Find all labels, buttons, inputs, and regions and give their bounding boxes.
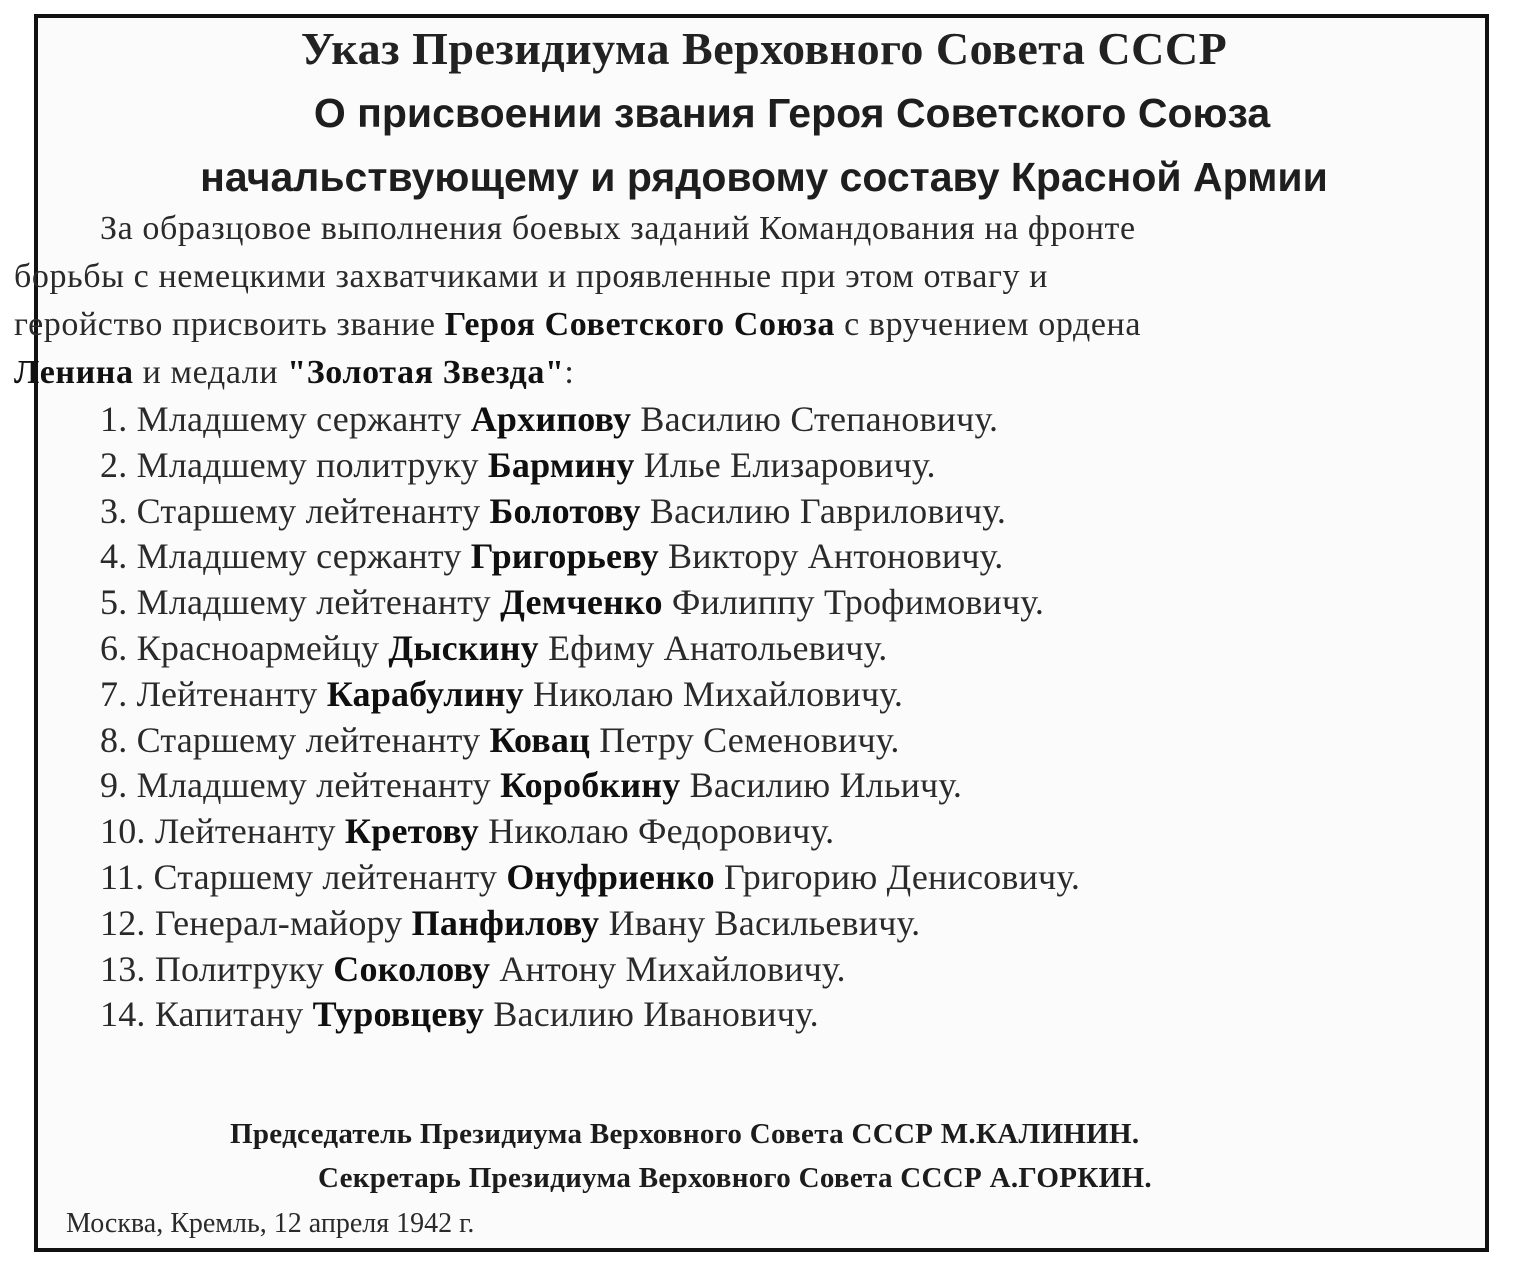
awardee-surname: Бармину [487, 444, 635, 485]
awardee-surname: Дыскину [388, 627, 539, 668]
preamble-text: геройство присвоить звание [14, 306, 445, 343]
awardee-rank: Красноармейцу [136, 627, 380, 668]
preamble-hero-title: Героя Советского Союза [444, 306, 836, 343]
awardee-name: Василию Ивановичу. [493, 994, 819, 1035]
awardee-number: 13. [100, 948, 146, 989]
preamble-text: с вручением ордена [835, 306, 1142, 343]
list-item [100, 535, 1080, 581]
awardee-rank: Старшему лейтенанту [153, 856, 498, 897]
awardee-rank: Младшему лейтенанту [136, 765, 491, 806]
preamble-medal-name: "Золотая Звезда" [287, 354, 565, 391]
preamble-line4 [14, 354, 574, 392]
awardee-surname: Карабулину [326, 673, 524, 714]
awardee-surname: Ковац [489, 719, 591, 760]
awardee-number: 4. [100, 536, 128, 577]
awardee-name: Николаю Федоровичу. [488, 811, 835, 852]
awardee-rank: Младшему лейтенанту [136, 582, 491, 623]
awardee-surname: Кретову [344, 811, 479, 852]
list-item [100, 719, 1080, 765]
awardee-name: Петру Семеновичу. [599, 719, 900, 760]
signature-chairman: Председатель Президиума Верховного Совета СССР М.КАЛИНИН. [230, 1118, 1140, 1150]
awardee-name: Филиппу Трофимовичу. [671, 582, 1045, 623]
awardee-surname: Архипову [470, 399, 632, 439]
list-item [100, 948, 1080, 994]
awardee-number: 1. [100, 399, 128, 439]
awardee-number: 8. [100, 719, 128, 760]
awardee-name: Илье Елизаровичу. [643, 444, 936, 485]
awardee-name: Виктору Антоновичу. [668, 536, 1004, 577]
decree-title: Указ Президиума Верховного Совета СССР [300, 23, 1228, 74]
list-item [100, 581, 1080, 627]
awardee-number: 7. [100, 673, 128, 714]
list-item [100, 398, 1080, 444]
decree-subtitle-line2: начальствующему и рядовому составу Красной Армии [200, 154, 1328, 200]
decree-subtitle-line1: О присвоении звания Героя Советского Союза [313, 90, 1271, 136]
preamble-line2: борьбы с немецкими захватчиками и проявленные при этом отвагу и [14, 258, 1049, 295]
preamble-line1: За образцовое выполнения боевых заданий Командования на фронте [100, 210, 1136, 247]
awardee-number: 12. [100, 902, 146, 943]
list-item [100, 993, 1080, 1039]
preamble-line3 [14, 306, 1141, 344]
awardee-rank: Генерал-майору [154, 902, 403, 943]
awardee-rank: Младшему политруку [136, 444, 479, 485]
awardee-name: Ивану Васильевичу. [608, 902, 921, 943]
awardee-number: 10. [100, 811, 146, 852]
list-item [100, 856, 1080, 902]
awardee-list [100, 398, 1080, 1039]
awardee-number: 2. [100, 444, 128, 485]
awardee-rank: Капитану [154, 994, 304, 1035]
awardee-number: 9. [100, 765, 128, 806]
awardee-number: 6. [100, 627, 128, 668]
preamble-order-name: Ленина [14, 354, 134, 391]
list-item [100, 673, 1080, 719]
awardee-rank: Младшему сержанту [136, 536, 462, 577]
awardee-surname: Григорьеву [470, 536, 659, 577]
awardee-rank: Политруку [154, 948, 325, 989]
preamble-text: и медали [133, 354, 288, 391]
list-item [100, 444, 1080, 490]
awardee-surname: Панфилову [411, 902, 600, 943]
awardee-name: Василию Ильичу. [689, 765, 963, 806]
awardee-number: 5. [100, 582, 128, 623]
awardee-surname: Коробкину [500, 765, 681, 806]
awardee-name: Василию Гавриловичу. [649, 490, 1007, 531]
awardee-number: 11. [100, 856, 145, 897]
awardee-surname: Онуфриенко [506, 856, 715, 897]
awardee-name: Николаю Михайловичу. [533, 673, 904, 714]
awardee-name: Василию Степановичу. [640, 399, 999, 439]
awardee-name: Григорию Денисовичу. [724, 856, 1081, 897]
awardee-surname: Болотову [489, 490, 641, 531]
awardee-surname: Соколову [333, 948, 491, 989]
awardee-rank: Старшему лейтенанту [136, 719, 481, 760]
awardee-rank: Лейтенанту [154, 811, 336, 852]
awardee-number: 3. [100, 490, 128, 531]
awardee-rank: Младшему сержанту [136, 399, 462, 439]
signature-secretary: Секретарь Президиума Верховного Совета СССР А.ГОРКИН. [318, 1162, 1152, 1194]
awardee-rank: Старшему лейтенанту [136, 490, 481, 531]
place-and-date: Москва, Кремль, 12 апреля 1942 г. [66, 1208, 475, 1239]
awardee-surname: Демченко [500, 582, 663, 623]
preamble-text: : [564, 354, 575, 391]
list-item [100, 810, 1080, 856]
list-item [100, 490, 1080, 536]
awardee-name: Ефиму Анатольевичу. [548, 627, 888, 668]
list-item [100, 764, 1080, 810]
awardee-name: Антону Михайловичу. [499, 948, 846, 989]
awardee-surname: Туровцеву [312, 994, 485, 1035]
list-item [100, 902, 1080, 948]
awardee-number: 14. [100, 994, 146, 1035]
list-item [100, 627, 1080, 673]
awardee-rank: Лейтенанту [136, 673, 318, 714]
